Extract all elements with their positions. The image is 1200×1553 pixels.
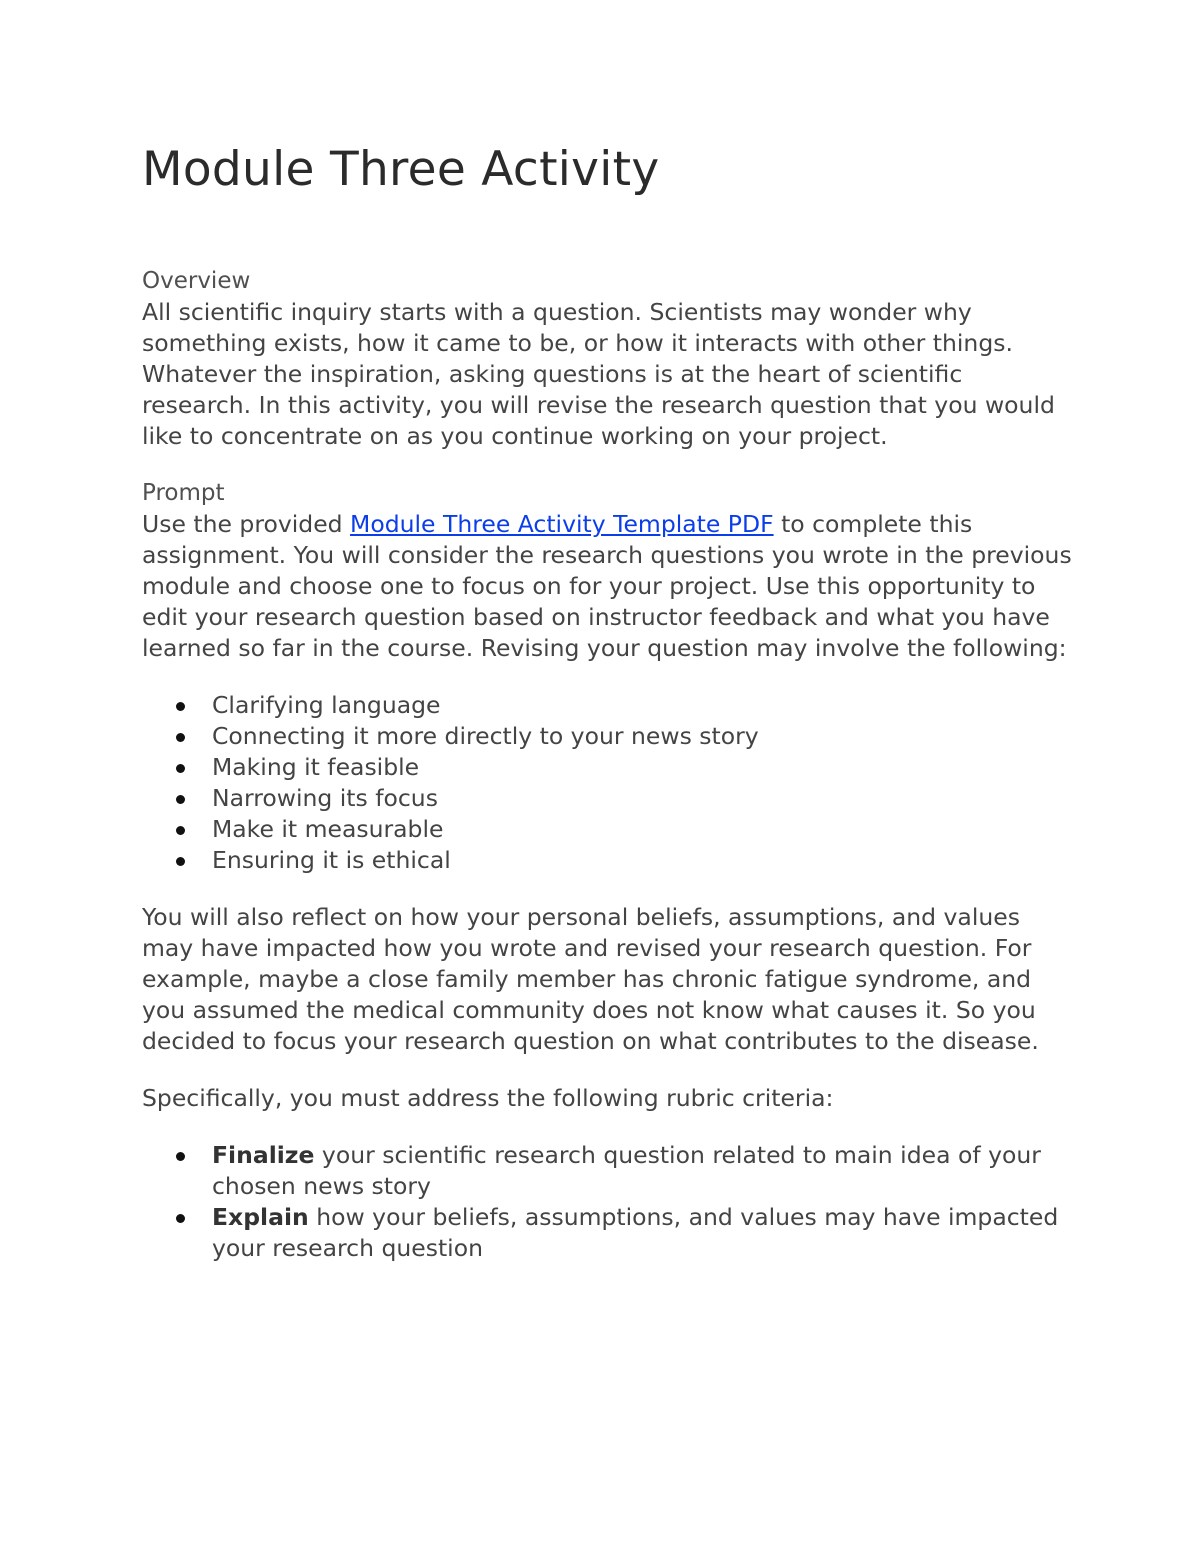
bullet-icon xyxy=(176,764,185,773)
list-item: Make it measurable xyxy=(142,814,1072,845)
criterion-keyword: Finalize xyxy=(212,1141,315,1169)
rubric-intro: Specifically, you must address the following rubric criteria: xyxy=(142,1084,834,1112)
bullet-icon xyxy=(176,1214,185,1223)
list-item: Connecting it more directly to your news story xyxy=(142,721,1072,752)
bullet-icon xyxy=(176,702,185,711)
reflection-text: You will also reflect on how your personal beliefs, assumptions, and values may have impacted how you wrote and revised your research question. For example, maybe a close family member has chronic fatigue syndrome, and you assumed the medical community does not know what causes it. So you decided to focus your research question on what contributes to the disease. xyxy=(142,903,1039,1055)
prompt-text-after-link: to complete this assignment. You will consider the research questions you wrote in the previous module and choose one to focus on for your project. Use this opportunity to edit your research question based on instructor feedback and what you have learned so far in the course. Revising your question may involve the following: xyxy=(142,510,1072,662)
bullet-icon xyxy=(176,857,185,866)
list-item xyxy=(142,1202,1072,1264)
list-item: Making it feasible xyxy=(142,752,1072,783)
prompt-text xyxy=(142,509,1072,664)
list-item: Ensuring it is ethical xyxy=(142,845,1072,876)
bullet-icon xyxy=(176,826,185,835)
bullet-icon xyxy=(176,733,185,742)
criterion-keyword: Explain xyxy=(212,1203,309,1231)
overview-heading: Overview xyxy=(142,268,251,294)
template-pdf-link[interactable]: Module Three Activity Template PDF xyxy=(350,510,774,538)
criterion-text: your scientific research question related to main idea of your chosen news story xyxy=(212,1141,1041,1200)
revision-bullet-list xyxy=(142,690,1072,876)
rubric-criteria-list xyxy=(142,1140,1072,1264)
overview-text: All scientific inquiry starts with a question. Scientists may wonder why something exists, how it came to be, or how it interacts with other things. Whatever the inspiration, asking questions is at the heart of scientific research. In this activity, you will revise the research question that you would like to concentrate on as you continue working on your project. xyxy=(142,298,1055,450)
document-page xyxy=(142,140,1072,1264)
prompt-text-before-link: Use the provided xyxy=(142,510,351,538)
bullet-icon xyxy=(176,1152,185,1161)
bullet-icon xyxy=(176,795,185,804)
document-title: Module Three Activity xyxy=(142,142,660,197)
list-item xyxy=(142,1140,1072,1202)
criterion-text: how your beliefs, assumptions, and values may have impacted your research question xyxy=(212,1203,1059,1262)
list-item: Narrowing its focus xyxy=(142,783,1072,814)
list-item: Clarifying language xyxy=(142,690,1072,721)
prompt-heading: Prompt xyxy=(142,480,225,506)
